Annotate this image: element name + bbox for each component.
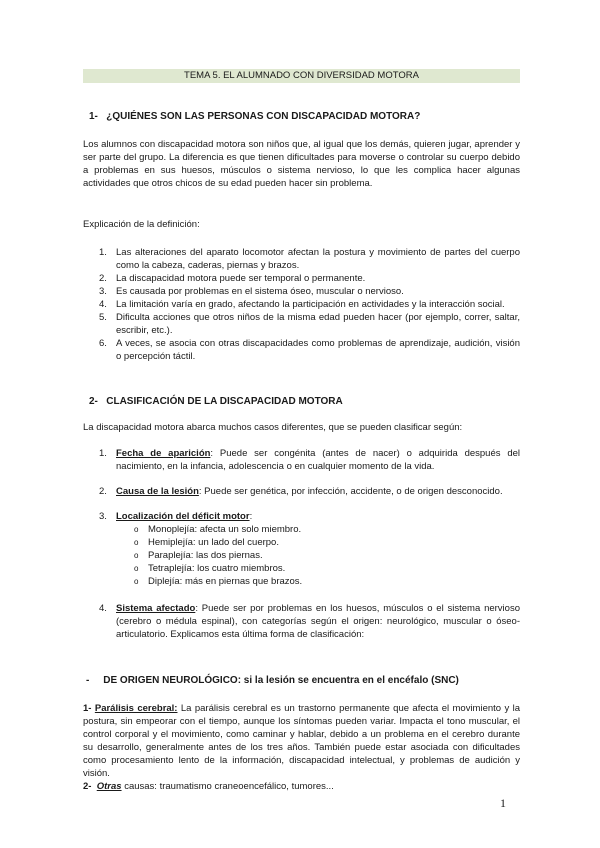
item-lead: Sistema afectado bbox=[116, 603, 196, 614]
bullet-icon: o bbox=[134, 577, 139, 586]
section1-title: ¿QUIÉNES SON LAS PERSONAS CON DISCAPACIDAD MOTORA? bbox=[106, 111, 421, 122]
sub-list-item: o Hemiplejía: un lado del cuerpo. bbox=[134, 537, 279, 548]
list-item: 4. Sistema afectado: Puede ser por problemas en los huesos, músculos o el sistema nervioso (cerebro o médula espinal), con categorías según el origen: neurológico, muscular o óseo-articulatorio. Explicamos esta última forma de clasificación: bbox=[99, 603, 520, 640]
list-item: 1. Las alteraciones del aparato locomotor afectan la postura y movimiento de partes del cuerpo como la cabeza, caderas, piernas y brazos. bbox=[99, 247, 520, 271]
sub-list-item: o Monoplejía: afecta un solo miembro. bbox=[134, 524, 302, 535]
item-lead: Causa de la lesión bbox=[116, 486, 199, 497]
item-lead: Localización del déficit motor bbox=[116, 511, 250, 522]
page-number: 1 bbox=[500, 796, 506, 810]
section1-number: 1- bbox=[89, 111, 98, 122]
document-title: TEMA 5. EL ALUMNADO CON DIVERSIDAD MOTORA bbox=[83, 69, 520, 83]
section2-intro: La discapacidad motora abarca muchos casos diferentes, que se pueden clasificar según: bbox=[83, 422, 463, 433]
section1-intro: Los alumnos con discapacidad motora son niños que, al igual que los demás, quieren jugar, aprender y ser parte del grupo. La diferencia es que tienen dificultades para moverse o controlar su cuerpo debido a problemas en sus huesos, músculos o sistema nervioso, lo que les complica hacer algunas actividades que otros chicos de su edad pueden hacer sin problema. bbox=[83, 139, 520, 189]
sub-list-item: o Paraplejía: las dos piernas. bbox=[134, 550, 263, 561]
section2-heading bbox=[89, 395, 343, 408]
list-item: 2. Causa de la lesión: Puede ser genética, por infección, accidente, o de origen desconocido. bbox=[99, 486, 503, 497]
sub-list-item: o Diplejía: más en piernas que brazos. bbox=[134, 576, 303, 587]
definition-list bbox=[99, 246, 520, 363]
list-item: 1. Fecha de aparición: Puede ser congénita (antes de nacer) o adquirida después del nacimiento, en la infancia, adolescencia o en cualquier momento de la vida. bbox=[99, 448, 520, 472]
bullet-icon: o bbox=[134, 525, 139, 534]
cerebral-palsy-paragraph: 1- Parálisis cerebral: La parálisis cerebral es un trastorno permanente que afecta el movimiento y la postura, sin empeorar con el tiempo, aunque los síntomas pueden variar. Impacta el tono muscular, el control corporal y el movimiento, como caminar y hablar, debido a un problema en el cerebro durante su desarrollo, generalmente antes de los tres años. También puede estar asociada con dificultades como procesamiento lento de la información, discapacidad intelectual, y problemas de audición y visión. bbox=[83, 703, 521, 779]
classification-list bbox=[99, 447, 520, 653]
section1-heading bbox=[89, 110, 420, 123]
list-item: 5. Dificulta acciones que otros niños de la misma edad pueden hacer (por ejemplo, correr, saltar, escribir, etc.). bbox=[99, 312, 520, 336]
list-item: 6. A veces, se asocia con otras discapacidades como problemas de aprendizaje, audición, visión o percepción táctil. bbox=[99, 338, 520, 362]
bullet-icon: o bbox=[134, 551, 139, 560]
bullet-icon: o bbox=[134, 538, 139, 547]
motor-deficit-sublist bbox=[116, 523, 520, 588]
sub-list-item: o Tetraplejía: los cuatro miembros. bbox=[134, 563, 286, 574]
other-causes-paragraph: 2- Otras causas: traumatismo craneoencefálico, tumores... bbox=[83, 781, 334, 792]
explanation-label: Explicación de la definición: bbox=[83, 219, 200, 230]
neuro-heading: - DE ORIGEN NEUROLÓGICO: si la lesión se encuentra en el encéfalo (SNC) bbox=[86, 675, 459, 686]
item-lead: Fecha de aparición bbox=[116, 448, 211, 459]
section2-number: 2- bbox=[89, 396, 98, 407]
list-item: 2. La discapacidad motora puede ser temporal o permanente. bbox=[99, 273, 366, 284]
list-item: 3. Es causada por problemas en el sistema óseo, muscular o nervioso. bbox=[99, 286, 404, 297]
list-item: 3. Localización del déficit motor: o Monoplejía: afecta un solo miembro. o Hemiplejía: un lado del cuerpo. o Paraplejía: las dos piernas. o Tetraplejía: los cuatro miembros. o Diplejía: más en piernas que brazos. bbox=[99, 510, 520, 588]
list-item: 4. La limitación varía en grado, afectando la participación en actividades y la interacción social. bbox=[99, 299, 505, 310]
bullet-icon: o bbox=[134, 564, 139, 573]
section2-title: CLASIFICACIÓN DE LA DISCAPACIDAD MOTORA bbox=[106, 396, 343, 407]
